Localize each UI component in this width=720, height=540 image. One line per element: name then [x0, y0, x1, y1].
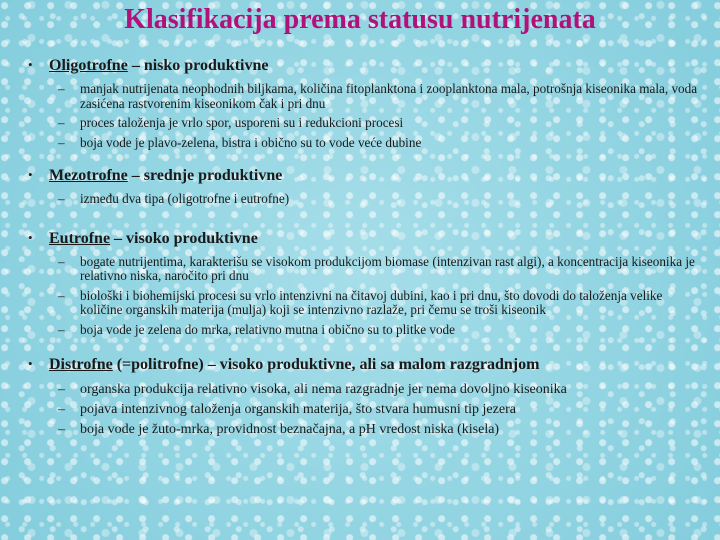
section-description: – srednje produktivne — [127, 167, 283, 184]
dash-icon: – — [58, 422, 65, 437]
list-item-text: biološki i biohemijski procesi su vrlo intenzivni na čitavoj dubini, kao i pri dnu, što dovodi do taloženja velike količine organskih materija (mulja) koji se intenzivno razlaže, pri čemu se troši kiseonik — [80, 287, 663, 317]
dash-icon: – — [58, 191, 65, 206]
list-item-text: pojava intenzivnog taloženja organskih materija, što stvara humusni tip jezera — [80, 402, 516, 417]
list-item-text: proces taloženja je vrlo spor, usporeni su i redukcioni procesi — [80, 115, 404, 130]
list-item-text: boja vode je plavo-zelena, bistra i obično su to vode veće dubine — [80, 134, 422, 150]
dash-icon: – — [58, 402, 65, 417]
bullet-icon: • — [28, 356, 33, 371]
section-description: – nisko produktivne — [127, 57, 269, 74]
dash-icon: – — [58, 134, 65, 150]
list-item — [22, 401, 704, 418]
section-description: – visoko produktivne — [110, 229, 258, 247]
section-term: Distrofne — [49, 356, 113, 373]
section-term: Eutrofne — [49, 229, 111, 247]
list-item-text: manjak nutrijenata neophodnih biljkama, količina fitoplanktona i zooplanktona mala, potrošnja kiseonika mala, voda zasićena rastvorenim kiseonikom čak i pri dnu — [80, 81, 698, 111]
sub-list — [22, 192, 704, 207]
section-heading — [49, 56, 704, 76]
slide-title: Klasifikacija prema statusu nutrijenata — [124, 4, 596, 35]
section-term: Oligotrofne — [49, 57, 128, 74]
dash-icon: – — [58, 253, 65, 269]
section-description: (=politrofne) – visoko produktivne, ali sa malom razgradnjom — [112, 356, 540, 373]
list-item — [22, 255, 704, 284]
list-item — [22, 323, 704, 338]
slide-content — [22, 56, 704, 441]
list-item — [22, 116, 704, 131]
dash-icon: – — [58, 287, 65, 303]
section-term: Mezotrofne — [49, 167, 128, 184]
section-heading — [49, 355, 704, 375]
section-eutrofne — [22, 229, 704, 338]
section-oligotrofne — [22, 56, 704, 150]
bullet-icon: • — [28, 167, 33, 182]
bullet-icon: • — [28, 229, 33, 245]
sub-list — [22, 255, 704, 338]
list-item — [22, 421, 704, 438]
section-heading — [49, 166, 704, 186]
list-item — [22, 192, 704, 207]
list-item-text: boja vode je žuto-mrka, providnost beznačajna, a pH vredost niska (kisela) — [80, 422, 500, 437]
list-item-text: boja vode je zelena do mrka, relativno mutna i obično su to plitke vode — [80, 321, 456, 337]
list-item — [22, 136, 704, 151]
dash-icon: – — [58, 81, 65, 96]
list-item — [22, 289, 704, 318]
list-item-text: između dva tipa (oligotrofne i eutrofne) — [80, 191, 290, 206]
sub-list — [22, 381, 704, 438]
section-heading — [49, 229, 704, 249]
list-item-text: organska produkcija relativno visoka, ali nema razgradnje jer nema dovoljno kiseonika — [80, 382, 567, 397]
sub-list — [22, 82, 704, 150]
dash-icon: – — [58, 321, 65, 337]
dash-icon: – — [58, 382, 65, 397]
section-mezotrofne — [22, 166, 704, 207]
section-distrofne — [22, 355, 704, 438]
list-item — [22, 381, 704, 398]
bullet-icon: • — [28, 57, 33, 72]
list-item — [22, 82, 704, 111]
dash-icon: – — [58, 115, 65, 130]
list-item-text: bogate nutrijentima, karakterišu se visokom produkcijom biomase (intenzivan rast algi), a koncentracija kiseonika je relativno niska, naročito pri dnu — [80, 253, 695, 283]
